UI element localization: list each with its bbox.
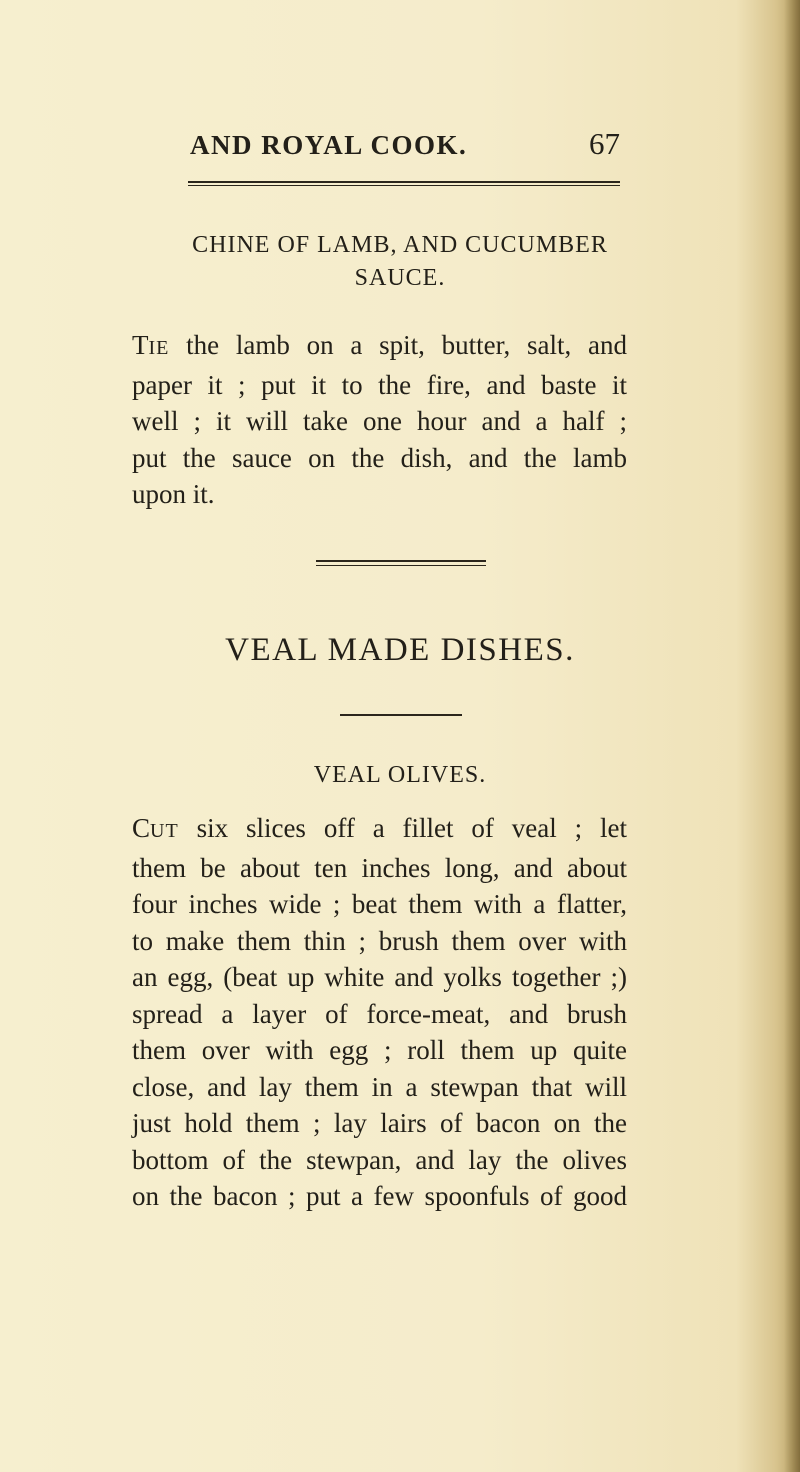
text-line xyxy=(132,810,627,850)
text-line: them over with egg ; roll them up quite xyxy=(132,1035,627,1065)
recipe-title-line-1: CHINE OF LAMB, AND CUCUMBER xyxy=(192,232,608,258)
header-rule-top xyxy=(188,181,620,183)
text-line: spread a layer of force-meat, and brush xyxy=(132,998,627,1029)
line-text: six slices off a fillet of veal ; let xyxy=(178,813,627,843)
section-divider-top xyxy=(316,560,486,562)
text-line: paper it ; put it to the fire, and baste it xyxy=(132,369,627,400)
section-divider-bottom xyxy=(316,565,486,566)
page-number: 67 xyxy=(589,126,620,161)
page-edge-shadow xyxy=(784,0,800,1472)
text-line: upon it. xyxy=(132,479,215,509)
text-line: four inches wide ; beat them with a flatter, xyxy=(132,889,627,919)
line-text: the lamb on a spit, butter, salt, and xyxy=(169,330,627,360)
recipe-text-chine-of-lamb xyxy=(132,327,627,513)
text-line: just hold them ; lay lairs of bacon on the xyxy=(132,1108,627,1138)
text-line: to make them thin ; brush them over with xyxy=(132,925,627,956)
text-line: well ; it will take one hour and a half ; xyxy=(132,406,627,436)
text-line: bottom of the stewpan, and lay the olives xyxy=(132,1144,627,1175)
text-line: them be about ten inches long, and about xyxy=(132,852,627,883)
chapter-title-veal-made-dishes: VEAL MADE DISHES. xyxy=(225,632,575,668)
recipe-title-line-2: SAUCE. xyxy=(354,265,446,291)
drop-word-initial: T xyxy=(132,330,149,360)
drop-word-rest: UT xyxy=(150,820,179,842)
running-title: AND ROYAL COOK. xyxy=(190,130,468,160)
text-line xyxy=(132,327,627,367)
text-line: an egg, (beat up white and yolks together ;) xyxy=(132,962,627,992)
recipe-text-veal-olives xyxy=(132,810,627,1215)
text-line: put the sauce on the dish, and the lamb xyxy=(132,442,627,473)
recipe-title-chine-of-lamb xyxy=(0,232,800,292)
drop-word-rest: IE xyxy=(148,337,170,359)
text-line: on the bacon ; put a few spoonfuls of good xyxy=(132,1181,627,1211)
header-rule-bottom xyxy=(188,185,620,186)
recipe-title-veal-olives: VEAL OLIVES. xyxy=(313,762,487,788)
running-header xyxy=(190,126,660,170)
drop-word-initial: C xyxy=(132,813,151,843)
chapter-divider xyxy=(340,714,462,716)
text-line: close, and lay them in a stewpan that will xyxy=(132,1071,627,1102)
